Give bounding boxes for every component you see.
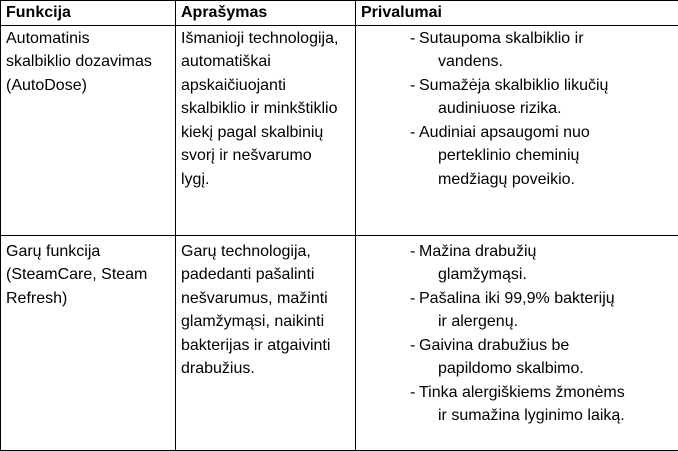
- list-item: [412, 287, 673, 334]
- benefits-cell: [356, 235, 678, 450]
- description-line: apskaičiuojanti: [181, 74, 350, 98]
- header-function: Funkcija: [1, 1, 176, 26]
- header-benefits: Privalumai: [356, 1, 678, 26]
- description-line: padedanti pašalinti: [181, 263, 350, 287]
- header-description: Aprašymas: [176, 1, 356, 26]
- benefit-line: Pašalina iki 99,9% bakterijų: [419, 287, 673, 311]
- benefit-line: medžiagų poveikio.: [419, 168, 673, 192]
- function-cell: [1, 235, 176, 450]
- benefit-line: Sumažėja skalbiklio likučių: [419, 74, 673, 98]
- function-line: Garų funkcija: [6, 240, 170, 264]
- description-cell: [176, 235, 356, 450]
- description-line: skalbiklio ir minkštiklio: [181, 97, 350, 121]
- function-line: Automatinis: [6, 27, 170, 51]
- benefit-line: Mažina drabužių: [419, 240, 673, 264]
- benefit-line: glamžymąsi.: [419, 263, 673, 287]
- description-line: lygį.: [181, 168, 350, 192]
- benefits-cell: [356, 25, 678, 235]
- table-header-row: [1, 1, 678, 26]
- benefit-line: ir alergenų.: [419, 310, 673, 334]
- benefit-line: papildomo skalbimo.: [419, 357, 673, 381]
- list-item: [412, 121, 673, 192]
- benefits-list: [361, 27, 673, 192]
- list-item: [412, 381, 673, 428]
- function-line: (AutoDose): [6, 74, 170, 98]
- dash-bullet-icon: -: [410, 240, 415, 264]
- description-cell: [176, 25, 356, 235]
- list-item: [412, 74, 673, 121]
- description-line: automatiškai: [181, 50, 350, 74]
- function-line: Refresh): [6, 287, 170, 311]
- benefit-line: audiniuose rizika.: [419, 97, 673, 121]
- dash-bullet-icon: -: [410, 334, 415, 358]
- dash-bullet-icon: -: [410, 27, 415, 51]
- list-item: [412, 334, 673, 381]
- function-cell: [1, 25, 176, 235]
- list-item: [412, 240, 673, 287]
- dash-bullet-icon: -: [410, 381, 415, 405]
- function-line: (SteamCare, Steam: [6, 263, 170, 287]
- function-line: skalbiklio dozavimas: [6, 50, 170, 74]
- benefit-line: Tinka alergiškiems žmonėms: [419, 381, 673, 405]
- dash-bullet-icon: -: [410, 287, 415, 311]
- benefit-line: vandens.: [419, 50, 673, 74]
- description-line: bakterijas ir atgaivinti: [181, 334, 350, 358]
- table-row: [1, 235, 678, 450]
- benefit-line: Audiniai apsaugomi nuo: [419, 121, 673, 145]
- benefit-line: perteklinio cheminių: [419, 144, 673, 168]
- table-row: [1, 25, 678, 235]
- description-line: svorį ir nešvarumo: [181, 144, 350, 168]
- description-line: Garų technologija,: [181, 240, 350, 264]
- description-line: kiekį pagal skalbinių: [181, 121, 350, 145]
- description-line: nešvarumus, mažinti: [181, 287, 350, 311]
- list-item: [412, 27, 673, 74]
- benefit-line: Sutaupoma skalbiklio ir: [419, 27, 673, 51]
- benefit-line: ir sumažina lyginimo laiką.: [419, 404, 673, 428]
- dash-bullet-icon: -: [410, 121, 415, 145]
- benefits-list: [361, 240, 673, 428]
- benefit-line: Gaivina drabužius be: [419, 334, 673, 358]
- description-line: glamžymąsi, naikinti: [181, 310, 350, 334]
- description-line: Išmanioji technologija,: [181, 27, 350, 51]
- dash-bullet-icon: -: [410, 74, 415, 98]
- description-line: drabužius.: [181, 357, 350, 381]
